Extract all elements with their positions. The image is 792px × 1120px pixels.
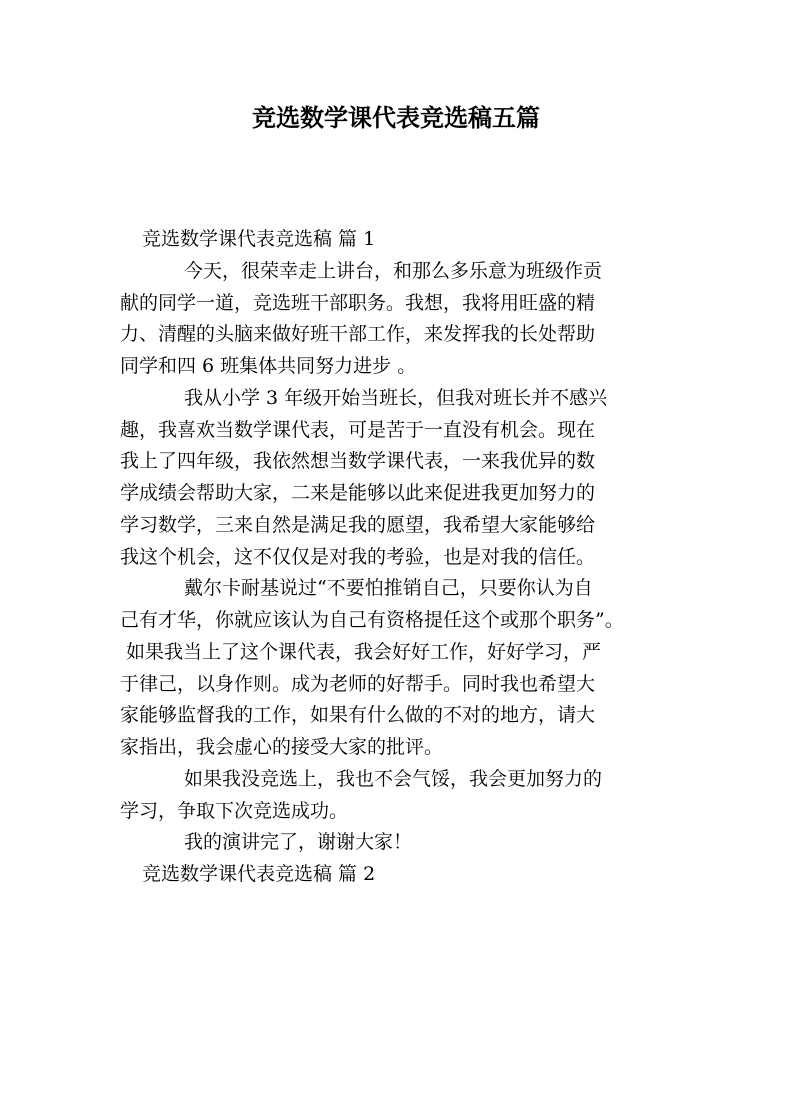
text-line: 我这个机会，这不仅仅是对我的考验，也是对我的信任。 [120, 545, 596, 568]
text-line: 家能够监督我的工作，如果有什么做的不对的地方，请大 [120, 704, 596, 727]
text-line: 家指出，我会虚心的接受大家的批评。 [120, 736, 444, 758]
text-line: 如果我当上了这个课代表，我会好好工作，好好学习，严 [126, 640, 602, 663]
text-line: 我的演讲完了，谢谢大家！ [184, 831, 413, 854]
text-line: 同学和四 6 班集体共同努力进步 。 [120, 355, 417, 377]
text-line: 趣，我喜欢当数学课代表，可是苦于一直没有机会。现在 [120, 418, 596, 441]
text-line: 学习，争取下次竞选成功。 [120, 799, 349, 822]
text-line: 力、清醒的头脑来做好班干部工作，来发挥我的长处帮助 [120, 323, 596, 346]
text-line: 学习数学，三来自然是满足我的愿望，我希望大家能够给 [120, 513, 596, 536]
text-line: 我上了四年级，我依然想当数学课代表，一来我优异的数 [120, 450, 596, 473]
section-heading: 竞选数学课代表竞选稿 篇 1 [142, 228, 376, 250]
text-line: 我从小学 3 年级开始当班长，但我对班长并不感兴 [184, 386, 608, 409]
document-body [120, 224, 680, 891]
text-line: 今天，很荣幸走上讲台，和那么多乐意为班级作贡 [184, 259, 603, 282]
text-line: 如果我没竞选上，我也不会气馁，我会更加努力的 [184, 767, 603, 790]
text-line: 献的同学一道，竞选班干部职务。我想，我将用旺盛的精 [120, 291, 596, 314]
section-heading: 竞选数学课代表竞选稿 篇 2 [142, 863, 376, 885]
document-title: 竞选数学课代表竞选稿五篇 [252, 104, 540, 132]
text-line: 于律己，以身作则。成为老师的好帮手。同时我也希望大 [120, 672, 596, 695]
text-line: 戴尔卡耐基说过“不要怕推销自己，只要你认为自 [184, 577, 593, 600]
text-line: 己有才华，你就应该认为自己有资格提任这个或那个职务”。 [120, 609, 624, 631]
text-line: 学成绩会帮助大家，二来是能够以此来促进我更加努力的 [120, 482, 596, 504]
